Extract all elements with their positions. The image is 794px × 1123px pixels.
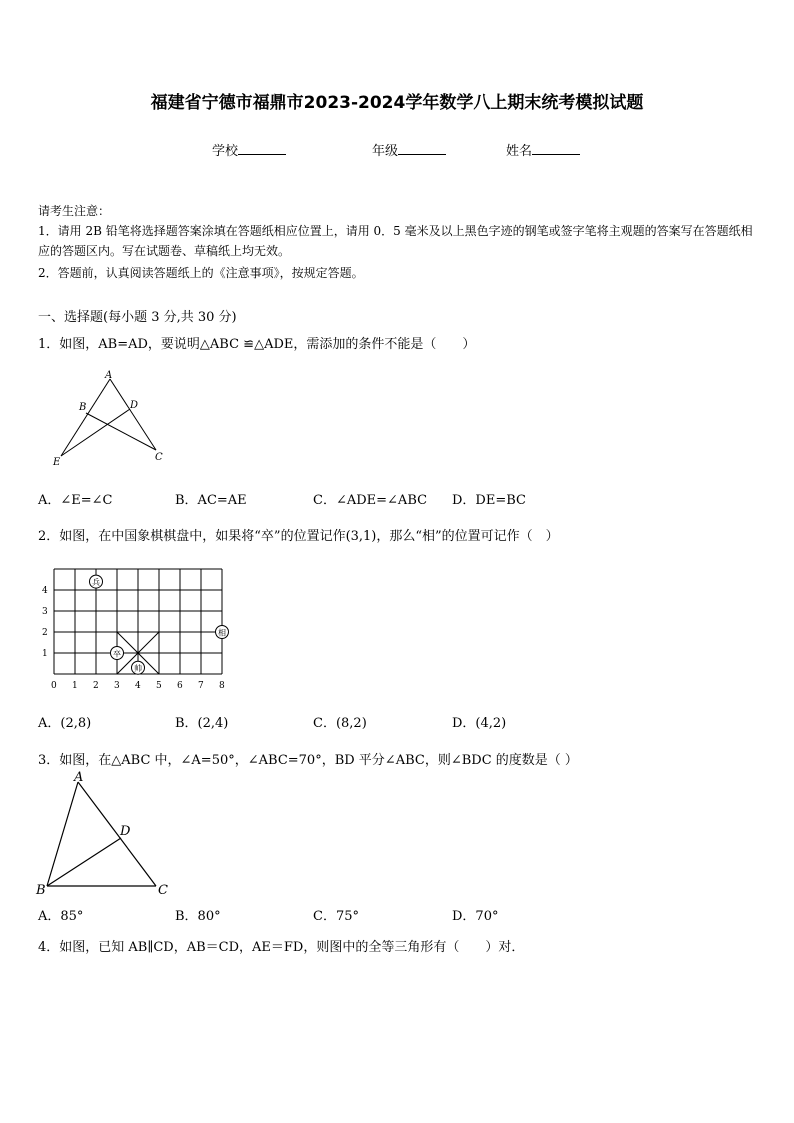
q1-option-c[interactable]: C．∠ADE=∠ABC <box>313 493 428 508</box>
y-tick-label: 3 <box>42 607 48 617</box>
x-tick-label: 2 <box>93 681 99 691</box>
q3-option-d[interactable]: D．70° <box>452 909 499 924</box>
q3-option-a[interactable]: A．85° <box>38 909 84 924</box>
x-tick-label: 3 <box>114 681 120 691</box>
grade-blank <box>398 142 446 155</box>
chess-piece-label: 相 <box>218 628 226 638</box>
y-tick-label: 4 <box>42 586 48 596</box>
school-blank <box>238 142 286 155</box>
chess-piece-label: 兵 <box>92 577 100 587</box>
q1-option-b[interactable]: B．AC=AE <box>175 493 247 508</box>
label-D: D <box>130 400 139 411</box>
q2-option-c[interactable]: C．(8,2) <box>313 716 367 731</box>
page-title: 福建省宁德市福鼎市2023-2024学年数学八上期末统考模拟试题 <box>150 93 644 113</box>
school-label: 学校 <box>212 144 239 159</box>
board-grid <box>54 569 222 674</box>
notice-heading: 请考生注意： <box>38 204 111 218</box>
board-ticks <box>42 586 225 691</box>
name-label: 姓名 <box>506 144 533 159</box>
section-heading: 一、选择题(每小题 3 分,共 30 分) <box>38 310 237 325</box>
notice-item-1: 1．请用 2B 铅笔将选择题答案涂填在答题纸相应位置上，请用 0．5 毫米及以上黑色字迹的钢笔或签字笔将主观题的答案写在答题纸相应的答题区内。写在试题卷、草稿纸上均无效。 <box>38 224 753 258</box>
q3-option-c[interactable]: C．75° <box>313 909 359 924</box>
q3-option-b[interactable]: B．80° <box>175 909 221 924</box>
x-tick-label: 5 <box>156 681 162 691</box>
x-tick-label: 6 <box>177 681 183 691</box>
school-field <box>212 140 286 159</box>
y-tick-label: 2 <box>42 628 48 638</box>
q1-option-d[interactable]: D．DE=BC <box>452 493 526 508</box>
question-1-figure <box>48 366 178 471</box>
grade-label: 年级 <box>372 144 399 159</box>
x-tick-label: 4 <box>135 681 141 691</box>
x-tick-label: 8 <box>219 681 225 691</box>
q2-option-b[interactable]: B．(2,4) <box>175 716 229 731</box>
label-D: D <box>120 824 131 839</box>
q2-option-a[interactable]: A．(2,8) <box>38 716 92 731</box>
grade-field <box>372 140 446 159</box>
label-A: A <box>105 370 113 381</box>
name-field <box>506 140 580 159</box>
q2-option-d[interactable]: D．(4,2) <box>452 716 507 731</box>
question-2-stem: 2．如图，在中国象棋棋盘中，如果将“卒”的位置记作(3,1)，那么“相”的位置可记作（ ） <box>38 529 559 544</box>
question-3-stem: 3．如图，在△ABC 中，∠A=50°，∠ABC=70°，BD 平分∠ABC，则∠BDC 的度数是（ ） <box>38 753 578 768</box>
label-B: B <box>79 402 87 413</box>
label-A: A <box>74 770 84 785</box>
y-tick-label: 1 <box>42 649 48 659</box>
q1-option-a[interactable]: A．∠E=∠C <box>38 493 113 508</box>
label-C: C <box>158 883 168 898</box>
label-B: B <box>36 883 46 898</box>
name-blank <box>532 142 580 155</box>
label-C: C <box>155 452 163 463</box>
notice-item-2: 2．答题前，认真阅读答题纸上的《注意事项》，按规定答题。 <box>38 266 364 280</box>
chess-piece-label: 卒 <box>113 649 121 659</box>
chess-piece-label: 帅 <box>134 664 142 673</box>
label-E: E <box>53 457 61 468</box>
x-tick-label: 0 <box>51 681 57 691</box>
question-3-figure <box>32 770 182 900</box>
question-1-stem: 1．如图，AB=AD，要说明△ABC ≌△ADE，需添加的条件不能是（ ） <box>38 337 476 352</box>
x-tick-label: 7 <box>198 681 204 691</box>
chess-board-figure <box>38 562 238 692</box>
x-tick-label: 1 <box>72 681 78 691</box>
question-4-stem: 4．如图，已知 AB∥CD，AB＝CD，AE＝FD，则图中的全等三角形有（ ）对． <box>38 940 525 955</box>
